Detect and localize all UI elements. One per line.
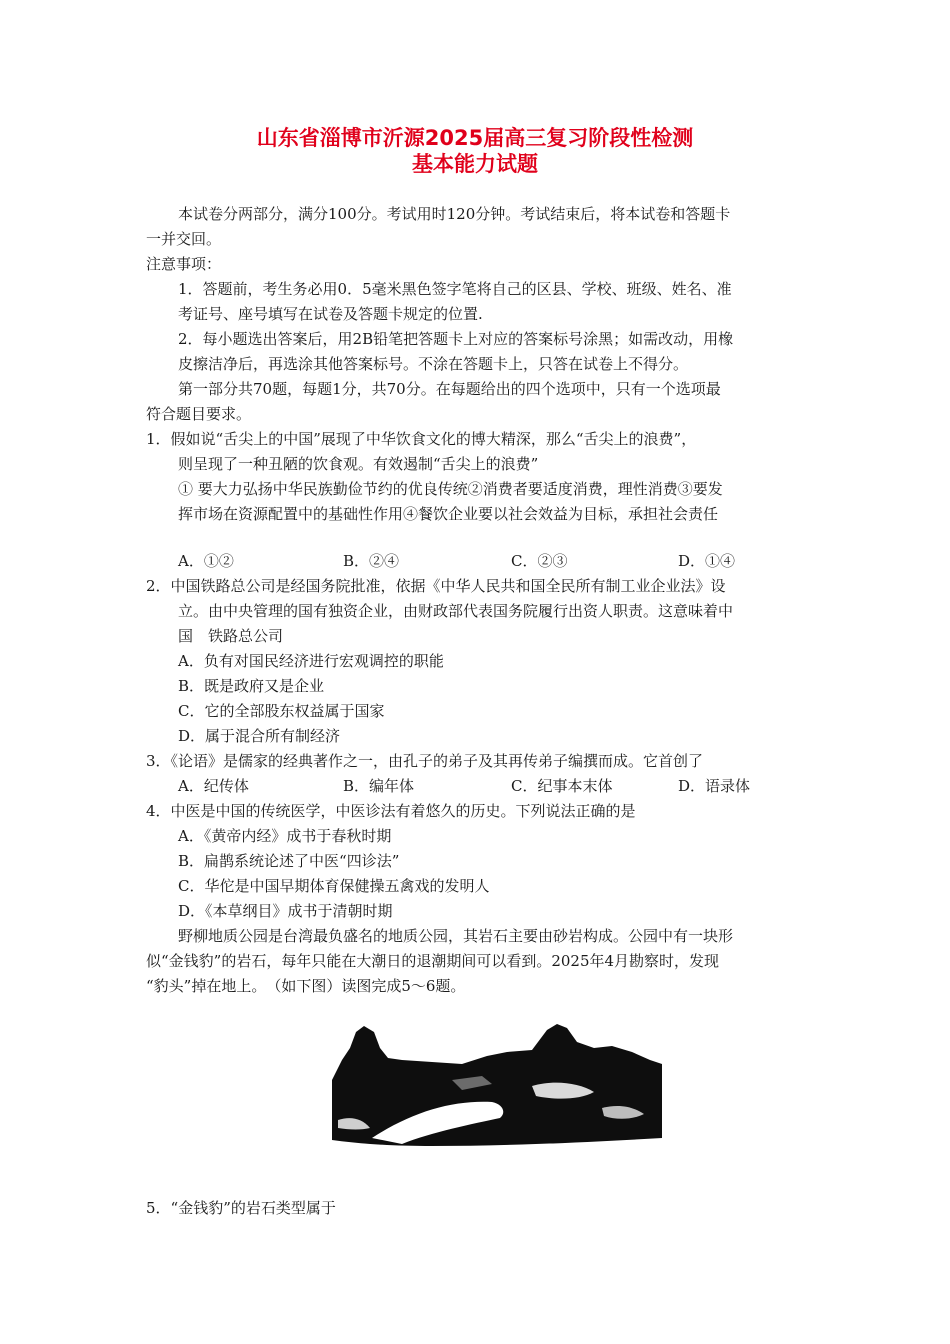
part1-instructions: 第一部分共70题，每题1分，共70分。在每题给出的四个选项中，只有一个选项最	[178, 380, 721, 398]
question-3-stem: 3．《论语》是儒家的经典著作之一，由孔子的弟子及其再传弟子编撰而成。它首创了	[146, 752, 704, 770]
rock-photo	[332, 1020, 662, 1150]
notice-item-1: 考证号、座号填写在试卷及答题卡规定的位置.	[178, 305, 483, 323]
passage-text: “豹头”掉在地上。 （如下图）读图完成5～6题。	[146, 977, 466, 995]
question-2-stem: 国 铁路总公司	[178, 627, 284, 645]
option-a: A．纪传体	[178, 777, 249, 795]
option-a: A．《黄帝内经》成书于春秋时期	[178, 827, 392, 845]
question-1-options	[0, 551, 950, 571]
option-b: B．既是政府又是企业	[178, 677, 325, 695]
question-4-stem: 4．中医是中国的传统医学，中医诊法有着悠久的历史。下列说法正确的是	[146, 802, 636, 820]
option-b: B．②④	[343, 552, 400, 570]
notice-item-1: 1．答题前，考生务必用0．5毫米黑色签字笔将自己的区县、学校、班级、姓名、准	[178, 280, 732, 298]
question-1-stem: 挥市场在资源配置中的基础性作用④餐饮企业要以社会效益为目标，承担社会责任	[178, 505, 719, 523]
passage-text: 野柳地质公园是台湾最负盛名的地质公园，其岩石主要由砂岩构成。公园中有一块形	[178, 927, 734, 945]
option-d: D．《本草纲目》成书于清朝时期	[178, 902, 393, 920]
question-1-stem: ① 要大力弘扬中华民族勤俭节约的优良传统②消费者要适度消费，理性消费③要发	[178, 480, 723, 498]
intro-text: 本试卷分两部分，满分100分。考试用时120分钟。考试结束后，将本试卷和答题卡	[178, 205, 731, 223]
question-3-options	[0, 776, 950, 796]
option-c: C．它的全部股东权益属于国家	[178, 702, 385, 720]
question-2-stem: 立。由中央管理的国有独资企业，由财政部代表国务院履行出资人职责。这意味着中	[178, 602, 734, 620]
exam-subtitle: 基本能力试题	[412, 152, 538, 176]
notice-item-2: 皮擦洁净后，再选涂其他答案标号。不涂在答题卡上，只答在试卷上不得分。	[178, 355, 689, 373]
question-5-stem: 5．“金钱豹”的岩石类型属于	[146, 1199, 336, 1217]
option-d: D．①④	[678, 552, 736, 570]
option-a: A．负有对国民经济进行宏观调控的职能	[178, 652, 444, 670]
question-1-stem: 则呈现了一种丑陋的饮食观。有效遏制“舌尖上的浪费”	[178, 455, 539, 473]
option-a: A．①②	[178, 552, 234, 570]
option-c: C．纪事本末体	[511, 777, 613, 795]
exam-title: 山东省淄博市沂源2025届高三复习阶段性检测	[256, 126, 694, 150]
notice-label: 注意事项：	[146, 255, 222, 273]
option-c: C．②③	[511, 552, 568, 570]
intro-text: 一并交回。	[146, 230, 222, 248]
question-1-stem: 1．假如说“舌尖上的中国”展现了中华饮食文化的博大精深，那么“舌尖上的浪费”，	[146, 430, 697, 448]
option-b: B．扁鹊系统论述了中医“四诊法”	[178, 852, 400, 870]
question-2-stem: 2．中国铁路总公司是经国务院批准，依据《中华人民共和国全民所有制工业企业法》设	[146, 577, 726, 595]
part1-instructions: 符合题目要求。	[146, 405, 252, 423]
option-d: D．属于混合所有制经济	[178, 727, 341, 745]
notice-item-2: 2．每小题选出答案后，用2B铅笔把答题卡上对应的答案标号涂黑；如需改动，用橡	[178, 330, 734, 348]
option-b: B．编年体	[343, 777, 415, 795]
option-d: D．语录体	[678, 777, 751, 795]
passage-text: 似“金钱豹”的岩石，每年只能在大潮日的退潮期间可以看到。2025年4月勘察时，发现	[146, 952, 720, 970]
option-c: C．华佗是中国早期体育保健操五禽戏的发明人	[178, 877, 490, 895]
